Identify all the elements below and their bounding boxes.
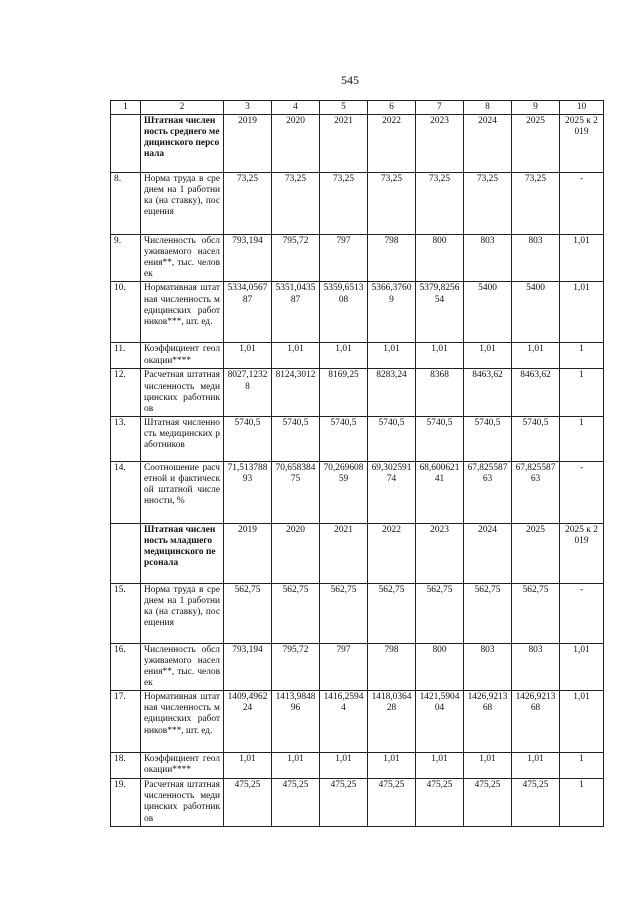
value-cell: 797 (320, 235, 368, 282)
table-row (111, 643, 604, 690)
value-cell: 1,01 (272, 753, 320, 779)
value-cell: 2023 (416, 115, 464, 173)
value-cell: 803 (464, 643, 512, 690)
value-cell: 562,75 (368, 583, 416, 643)
value-cell: 475,25 (368, 779, 416, 827)
value-cell: 5379,825654 (416, 282, 464, 343)
section-header-row (111, 523, 604, 583)
value-cell: 73,25 (320, 173, 368, 235)
section-title-cell: Штатная численность младшего медицинского персонала (141, 523, 224, 583)
row-number-cell: 9. (111, 235, 141, 282)
value-cell: 5740,5 (272, 416, 320, 461)
value-cell: 2019 (224, 523, 272, 583)
indicator-name-cell: Соотношение расчетной и фактической штатной численности, % (141, 461, 224, 523)
value-cell: 1,01 (560, 282, 604, 343)
value-cell: 8169,25 (320, 369, 368, 416)
value-cell: 797 (320, 643, 368, 690)
value-cell: 5740,5 (320, 416, 368, 461)
table-row (111, 416, 604, 461)
table-row (111, 461, 604, 523)
value-cell: 800 (416, 643, 464, 690)
value-cell: 1,01 (272, 343, 320, 369)
value-cell: 2023 (416, 523, 464, 583)
indicator-name-cell: Расчетная штатная численность медицинских работников (141, 369, 224, 416)
value-cell: 5740,5 (464, 416, 512, 461)
header-cell: 4 (272, 101, 320, 115)
value-cell: 8124,3012 (272, 369, 320, 416)
header-cell: 2 (141, 101, 224, 115)
row-number-cell: 14. (111, 461, 141, 523)
value-cell: 1421,590404 (416, 691, 464, 753)
header-cell: 6 (368, 101, 416, 115)
value-cell: 798 (368, 235, 416, 282)
value-cell: 1,01 (512, 343, 560, 369)
value-cell: 1,01 (464, 343, 512, 369)
value-cell: 5740,5 (368, 416, 416, 461)
value-cell: 800 (416, 235, 464, 282)
value-cell: 2021 (320, 523, 368, 583)
value-cell: 475,25 (224, 779, 272, 827)
value-cell: 1,01 (560, 235, 604, 282)
value-cell: 1,01 (320, 343, 368, 369)
header-cell: 9 (512, 101, 560, 115)
value-cell: 68,60062141 (416, 461, 464, 523)
table-row (111, 235, 604, 282)
value-cell: 562,75 (512, 583, 560, 643)
value-cell: 5740,5 (224, 416, 272, 461)
row-number-cell: 18. (111, 753, 141, 779)
indicator-name-cell: Нормативная штатная численность медицинских работников***, шт. ед. (141, 691, 224, 753)
value-cell: 475,25 (464, 779, 512, 827)
value-cell: 1 (560, 416, 604, 461)
value-cell: 1413,984896 (272, 691, 320, 753)
value-cell: 1,01 (416, 753, 464, 779)
value-cell: 562,75 (416, 583, 464, 643)
value-cell: 8368 (416, 369, 464, 416)
value-cell: 73,25 (368, 173, 416, 235)
value-cell: 795,72 (272, 643, 320, 690)
row-number-cell: 17. (111, 691, 141, 753)
value-cell: 793,194 (224, 235, 272, 282)
value-cell: 1409,496224 (224, 691, 272, 753)
value-cell: 1,01 (368, 753, 416, 779)
value-cell: 1,01 (224, 343, 272, 369)
value-cell: 67,82558763 (512, 461, 560, 523)
value-cell: 793,194 (224, 643, 272, 690)
value-cell: - (560, 173, 604, 235)
value-cell: 1 (560, 369, 604, 416)
value-cell: 5400 (512, 282, 560, 343)
header-cell: 8 (464, 101, 512, 115)
value-cell: 5740,5 (416, 416, 464, 461)
value-cell: 8463,62 (512, 369, 560, 416)
row-number-cell: 10. (111, 282, 141, 343)
row-number-cell: 16. (111, 643, 141, 690)
table-row (111, 369, 604, 416)
value-cell: 803 (464, 235, 512, 282)
table-row (111, 583, 604, 643)
table-row (111, 779, 604, 827)
value-cell: 2022 (368, 523, 416, 583)
row-number-cell (111, 115, 141, 173)
value-cell: 562,75 (464, 583, 512, 643)
value-cell: 798 (368, 643, 416, 690)
indicator-name-cell: Численность обслуживаемого населения**, тыс. человек (141, 643, 224, 690)
value-cell: - (560, 461, 604, 523)
section-title-cell: Штатная численность среднего медицинского персонала (141, 115, 224, 173)
value-cell: 2025 (512, 115, 560, 173)
value-cell: 795,72 (272, 235, 320, 282)
value-cell: 475,25 (320, 779, 368, 827)
value-cell: 1416,25944 (320, 691, 368, 753)
value-cell: 5400 (464, 282, 512, 343)
value-cell: 1426,921368 (464, 691, 512, 753)
value-cell: 73,25 (512, 173, 560, 235)
row-number-cell: 12. (111, 369, 141, 416)
value-cell: 1,01 (560, 691, 604, 753)
value-cell: 2025 к 2019 (560, 115, 604, 173)
value-cell: 562,75 (224, 583, 272, 643)
value-cell: 1 (560, 343, 604, 369)
value-cell: 73,25 (464, 173, 512, 235)
header-cell: 3 (224, 101, 272, 115)
value-cell: 475,25 (272, 779, 320, 827)
value-cell: 1,01 (368, 343, 416, 369)
value-cell: 1426,921368 (512, 691, 560, 753)
row-number-cell: 15. (111, 583, 141, 643)
staffing-table (110, 100, 604, 827)
value-cell: 70,26960859 (320, 461, 368, 523)
header-cell: 1 (111, 101, 141, 115)
value-cell: 5359,651308 (320, 282, 368, 343)
page-number: 545 (341, 73, 359, 87)
value-cell: 562,75 (272, 583, 320, 643)
indicator-name-cell: Численность обслуживаемого населения**, тыс. человек (141, 235, 224, 282)
value-cell: 2024 (464, 523, 512, 583)
value-cell: 69,30259174 (368, 461, 416, 523)
value-cell: 1 (560, 753, 604, 779)
table-row (111, 173, 604, 235)
indicator-name-cell: Штатная численность медицинских работников (141, 416, 224, 461)
value-cell: 5351,043587 (272, 282, 320, 343)
value-cell: 67,82558763 (464, 461, 512, 523)
value-cell: 2025 к 2019 (560, 523, 604, 583)
row-number-cell: 13. (111, 416, 141, 461)
indicator-name-cell: Норма труда в среднем на 1 работника (на ставку), посещения (141, 583, 224, 643)
value-cell: 2021 (320, 115, 368, 173)
value-cell: 2020 (272, 523, 320, 583)
section-header-row (111, 115, 604, 173)
table-row (111, 343, 604, 369)
column-number-row (111, 101, 604, 115)
value-cell: 73,25 (416, 173, 464, 235)
value-cell: 2020 (272, 115, 320, 173)
value-cell: 1,01 (512, 753, 560, 779)
value-cell: 1,01 (416, 343, 464, 369)
header-cell: 5 (320, 101, 368, 115)
table-row (111, 753, 604, 779)
value-cell: 5740,5 (512, 416, 560, 461)
value-cell: 70,65838475 (272, 461, 320, 523)
value-cell: 803 (512, 235, 560, 282)
value-cell: 2025 (512, 523, 560, 583)
header-cell: 10 (560, 101, 604, 115)
value-cell: 73,25 (272, 173, 320, 235)
indicator-name-cell: Коэффициент геолокации**** (141, 343, 224, 369)
value-cell: - (560, 583, 604, 643)
indicator-name-cell: Норма труда в среднем на 1 работника (на ставку), посещения (141, 173, 224, 235)
value-cell: 475,25 (416, 779, 464, 827)
value-cell: 5334,056787 (224, 282, 272, 343)
indicator-name-cell: Нормативная штатная численность медицинских работников***, шт. ед. (141, 282, 224, 343)
value-cell: 1,01 (320, 753, 368, 779)
value-cell: 8463,62 (464, 369, 512, 416)
value-cell: 2024 (464, 115, 512, 173)
value-cell: 1,01 (464, 753, 512, 779)
value-cell: 1 (560, 779, 604, 827)
value-cell: 2022 (368, 115, 416, 173)
table-row (111, 691, 604, 753)
value-cell: 8027,12328 (224, 369, 272, 416)
value-cell: 475,25 (512, 779, 560, 827)
value-cell: 8283,24 (368, 369, 416, 416)
value-cell: 562,75 (320, 583, 368, 643)
table-row (111, 282, 604, 343)
row-number-cell: 19. (111, 779, 141, 827)
row-number-cell: 8. (111, 173, 141, 235)
row-number-cell: 11. (111, 343, 141, 369)
value-cell: 5366,37609 (368, 282, 416, 343)
row-number-cell (111, 523, 141, 583)
indicator-name-cell: Коэффициент геолокации**** (141, 753, 224, 779)
value-cell: 1418,036428 (368, 691, 416, 753)
value-cell: 73,25 (224, 173, 272, 235)
value-cell: 2019 (224, 115, 272, 173)
value-cell: 803 (512, 643, 560, 690)
header-cell: 7 (416, 101, 464, 115)
value-cell: 71,51378893 (224, 461, 272, 523)
indicator-name-cell: Расчетная штатная численность медицинских работников (141, 779, 224, 827)
value-cell: 1,01 (560, 643, 604, 690)
value-cell: 1,01 (224, 753, 272, 779)
